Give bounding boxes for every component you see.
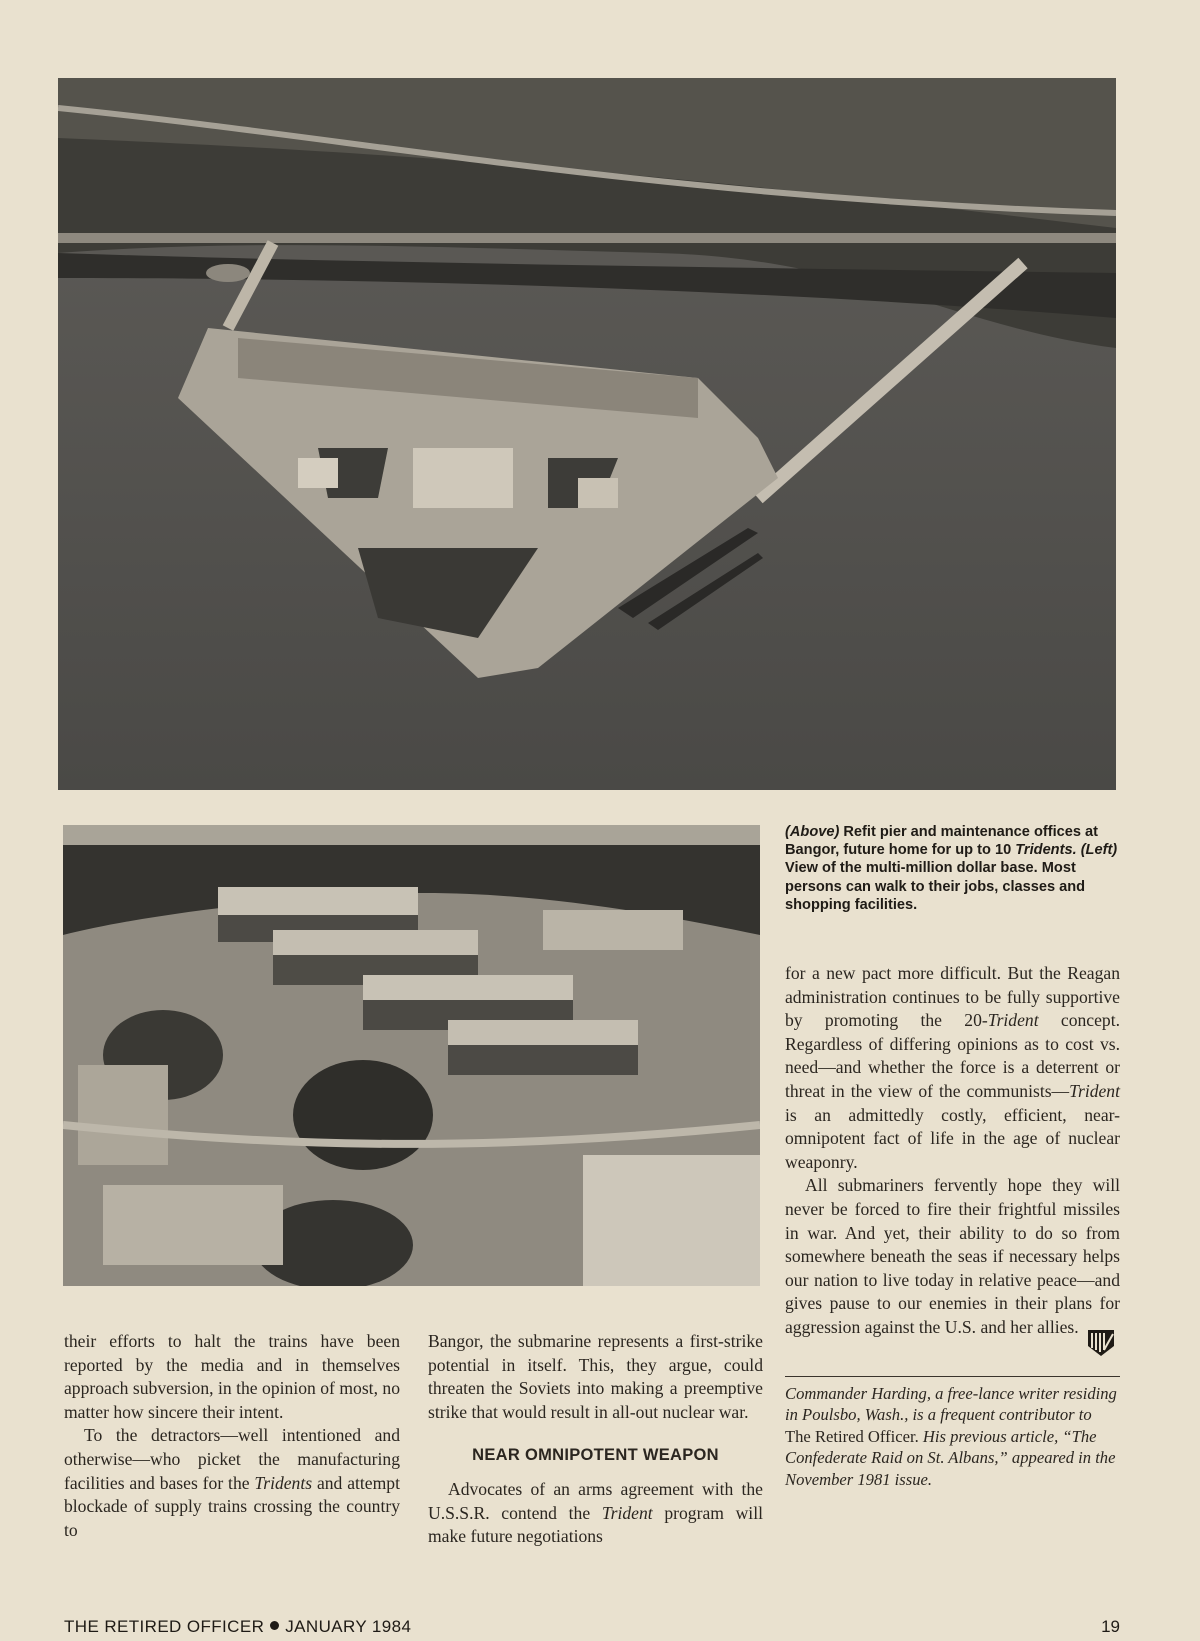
caption-above-text: Refit pier and maintenance offices at Bangor, future home for up to 10	[785, 824, 1099, 859]
text-column-3	[785, 962, 1120, 1490]
text-column-1	[64, 1330, 400, 1542]
bio-publication: The Retired Officer.	[785, 1426, 919, 1446]
col1-p2-text-b: and attempt blockade of supply trains crossing the country to	[64, 1472, 400, 1540]
col2-paragraph-1: Bangor, the submarine represents a first-strike potential in itself. This, they argue, could threaten the Soviets into making a preemptive strike that would result in all-out nuclear war.	[428, 1331, 763, 1422]
bio-text-a: Commander Harding, a free-lance writer residing in Poulsbo, Wash., is a frequent contributor to	[785, 1383, 1117, 1424]
col3-p1-italic-2: Trident	[1069, 1080, 1120, 1101]
col2-paragraph-2	[428, 1478, 763, 1549]
caption-left-tag: (Left)	[1076, 842, 1118, 859]
bio-text-b: His previous article, “The Confederate Raid on St. Albans,” appeared in the November 1981 issue.	[785, 1426, 1116, 1489]
base-view-image	[63, 825, 760, 1286]
col2-p2-text-b: program will make future negotiations	[428, 1502, 763, 1547]
col3-p1-italic-1: Trident	[987, 1010, 1039, 1031]
bio-divider	[785, 1376, 1120, 1377]
tro-logo-icon	[1084, 1324, 1118, 1358]
col1-p2-italic: Tridents	[254, 1472, 313, 1493]
col3-p1-text-c: is an admittedly costly, efficient, near-omnipotent fact of life in the age of nuclear weaponry.	[785, 1104, 1120, 1172]
section-subhead: NEAR OMNIPOTENT WEAPON	[472, 1446, 719, 1465]
author-bio	[785, 1383, 1120, 1491]
col1-paragraph-2	[64, 1424, 400, 1542]
photo-base-view	[63, 825, 760, 1286]
footer-publication: THE RETIRED OFFICER	[64, 1617, 265, 1636]
photo-refit-pier	[58, 78, 1116, 790]
caption-left-text: View of the multi-million dollar base. Most persons can walk to their jobs, classes and shopping facilities.	[785, 860, 1086, 913]
footer-publication-line	[64, 1617, 411, 1637]
text-column-2	[428, 1330, 763, 1549]
col3-paragraph-2: All submariners fervently hope they will never be forced to fire their frightful missiles in war. And yet, their ability to do so from somewhere beneath the seas if necessary helps our nation to live today in relative peace—and gives pause to our enemies in their plans for aggression against the U.S. and her allies.	[785, 1175, 1120, 1337]
page-number: 19	[1101, 1617, 1120, 1636]
photo-caption	[785, 823, 1120, 914]
col3-p1-text-b: concept. Regardless of differing opinions as to cost vs. need—and whether the force is a deterrent or threat in the view of the communists—	[785, 1010, 1120, 1101]
col1-paragraph-1: their efforts to halt the trains have been reported by the media and in themselves approach subversion, in the opinion of most, no matter how sincere their intent.	[64, 1331, 400, 1422]
col3-p1-text-a: for a new pact more difficult. But the Reagan administration continues to be fully supportive by promoting the 20-	[785, 963, 1120, 1031]
caption-above-tag: (Above)	[785, 824, 840, 840]
bullet-icon	[270, 1621, 279, 1630]
col2-p2-italic: Trident	[601, 1502, 653, 1523]
footer-issue: JANUARY 1984	[285, 1617, 412, 1636]
col2-p2-text-a: Advocates of an arms agreement with the U.S.S.R. contend the	[428, 1478, 763, 1523]
refit-pier-image	[58, 78, 1116, 790]
col3-paragraph-1	[785, 962, 1120, 1174]
caption-above-italic: Tridents.	[1015, 842, 1077, 859]
col1-p2-text-a: To the detractors—well intentioned and otherwise—who picket the manufacturing facilities and bases for the	[64, 1425, 400, 1493]
